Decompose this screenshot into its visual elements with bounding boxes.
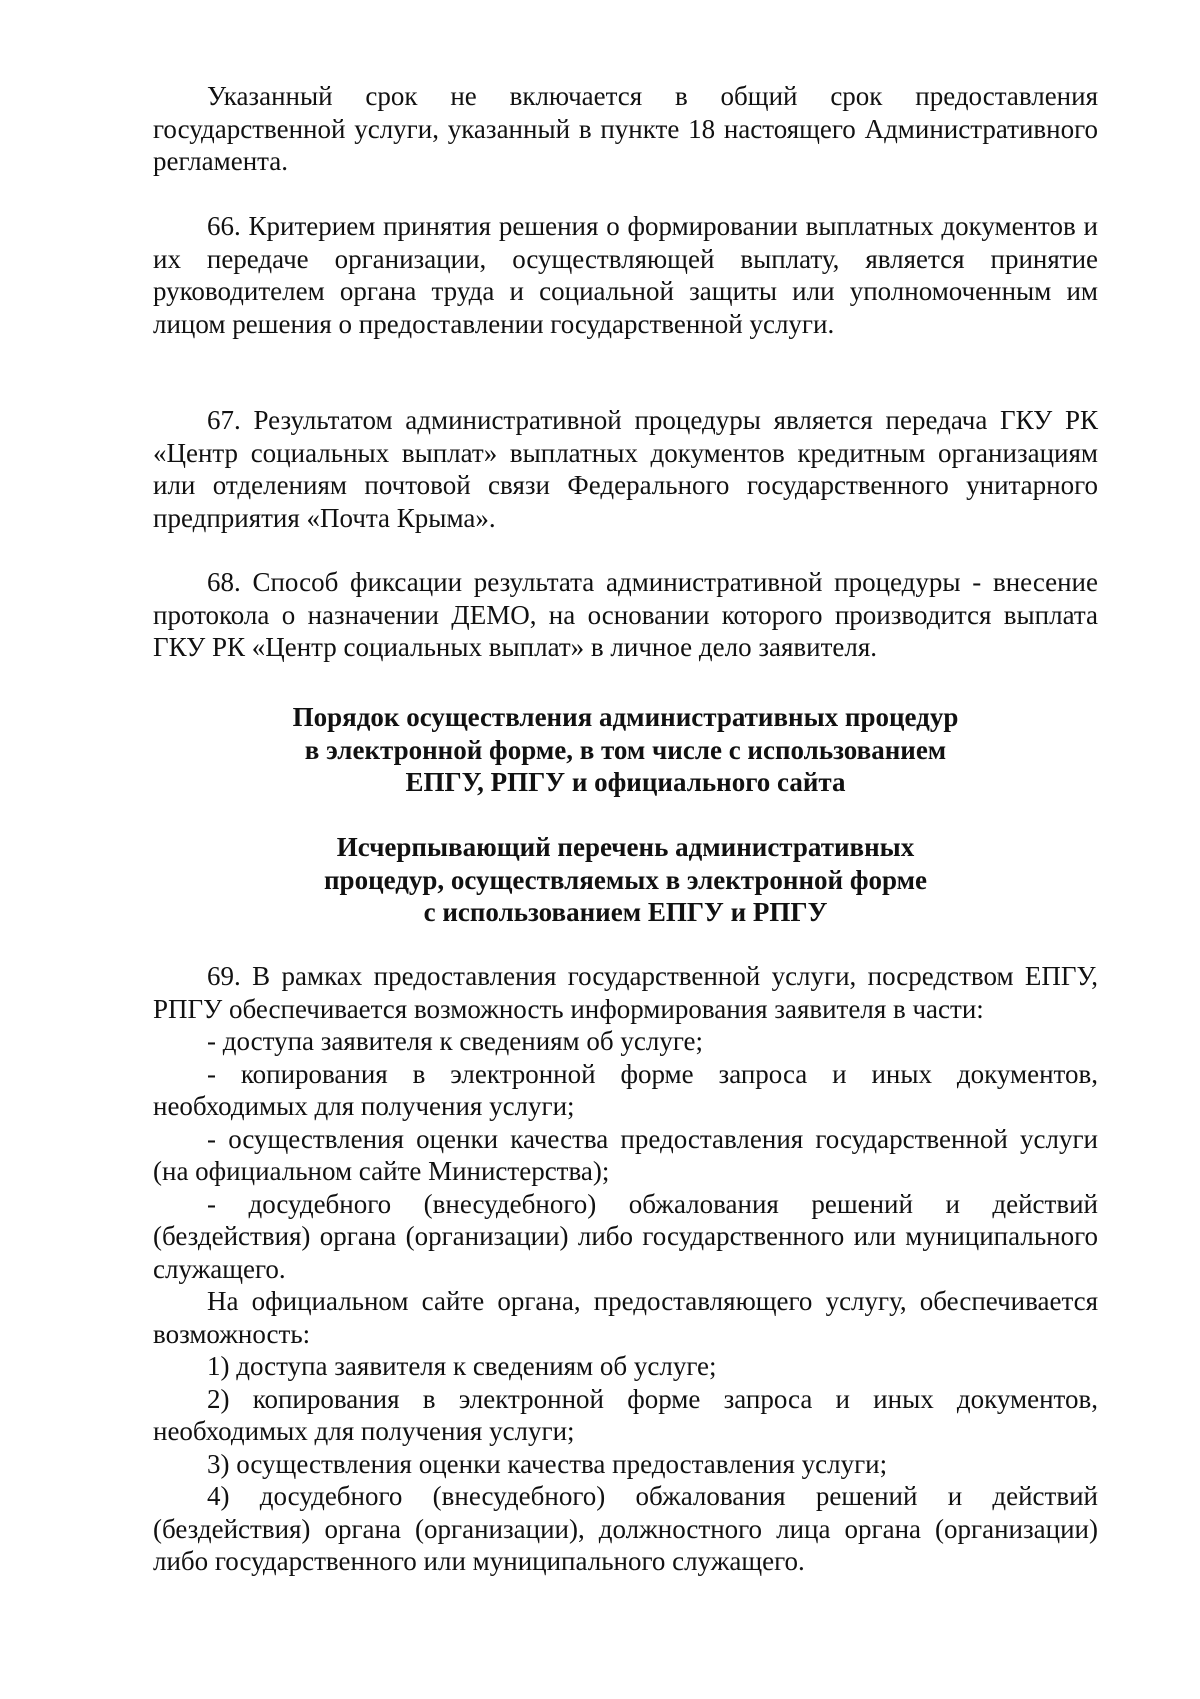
section-heading-procedures-list — [153, 831, 1098, 929]
paragraph-67: 67. Результатом административной процедуры является передача ГКУ РК «Центр социальных выплат» выплатных документов кредитным организациям или отделениям почтовой связи Федерального государственного унитарного предприятия «Почта Крыма». — [153, 405, 1098, 533]
heading-line: ЕПГУ, РПГУ и официального сайта — [405, 767, 846, 797]
intro-paragraph: Указанный срок не включается в общий срок предоставления государственной услуги, указанный в пункте 18 настоящего Административного регламента. — [153, 81, 1098, 176]
list-item: 1) доступа заявителя к сведениям об услуге; — [207, 1351, 717, 1381]
heading-line: в электронной форме, в том числе с использованием — [304, 734, 947, 765]
heading-line: Порядок осуществления административных процедур — [292, 702, 959, 732]
list-item: - доступа заявителя к сведениям об услуге; — [207, 1026, 704, 1056]
heading-line: процедур, осуществляемых в электронной форме — [324, 864, 927, 895]
official-site-paragraph: На официальном сайте органа, предоставляющего услугу, обеспечивается возможность: — [153, 1286, 1098, 1349]
paragraph-68: 68. Способ фиксации результата административной процедуры - внесение протокола о назначении ДЕМО, на основании которого производится выплата ГКУ РК «Центр социальных выплат» в личное дело заявителя. — [153, 567, 1098, 662]
list-item: 4) досудебного (внесудебного) обжалования решений и действий (бездействия) органа (организации), должностного лица органа (организации) либо государственного или муниципального служащего. — [153, 1481, 1098, 1576]
heading-line: Исчерпывающий перечень административных — [336, 832, 915, 862]
section-69 — [153, 960, 1098, 1578]
paragraph-66: 66. Критерием принятия решения о формировании выплатных документов и их передаче организации, осуществляющей выплату, является принятие руководителем органа труда и социальной защиты или уполномоченным им лицом решения о предоставлении государственной услуги. — [153, 211, 1098, 339]
list-item: - досудебного (внесудебного) обжалования решений и действий (бездействия) органа (организации) либо государственного или муниципального служащего. — [153, 1188, 1098, 1284]
list-item: - осуществления оценки качества предоставления государственной услуги (на официальном сайте Министерства); — [153, 1123, 1098, 1186]
paragraph-69: 69. В рамках предоставления государственной услуги, посредством ЕПГУ, РПГУ обеспечивается возможность информирования заявителя в части: — [153, 961, 1098, 1024]
section-heading-electronic-procedures — [153, 701, 1098, 799]
list-item: - копирования в электронной форме запроса и иных документов, необходимых для получения услуги; — [153, 1058, 1098, 1121]
heading-line: с использованием ЕПГУ и РПГУ — [423, 897, 828, 927]
list-item: 2) копирования в электронной форме запроса и иных документов, необходимых для получения услуги; — [153, 1383, 1098, 1446]
list-item: 3) осуществления оценки качества предоставления услуги; — [207, 1448, 888, 1479]
